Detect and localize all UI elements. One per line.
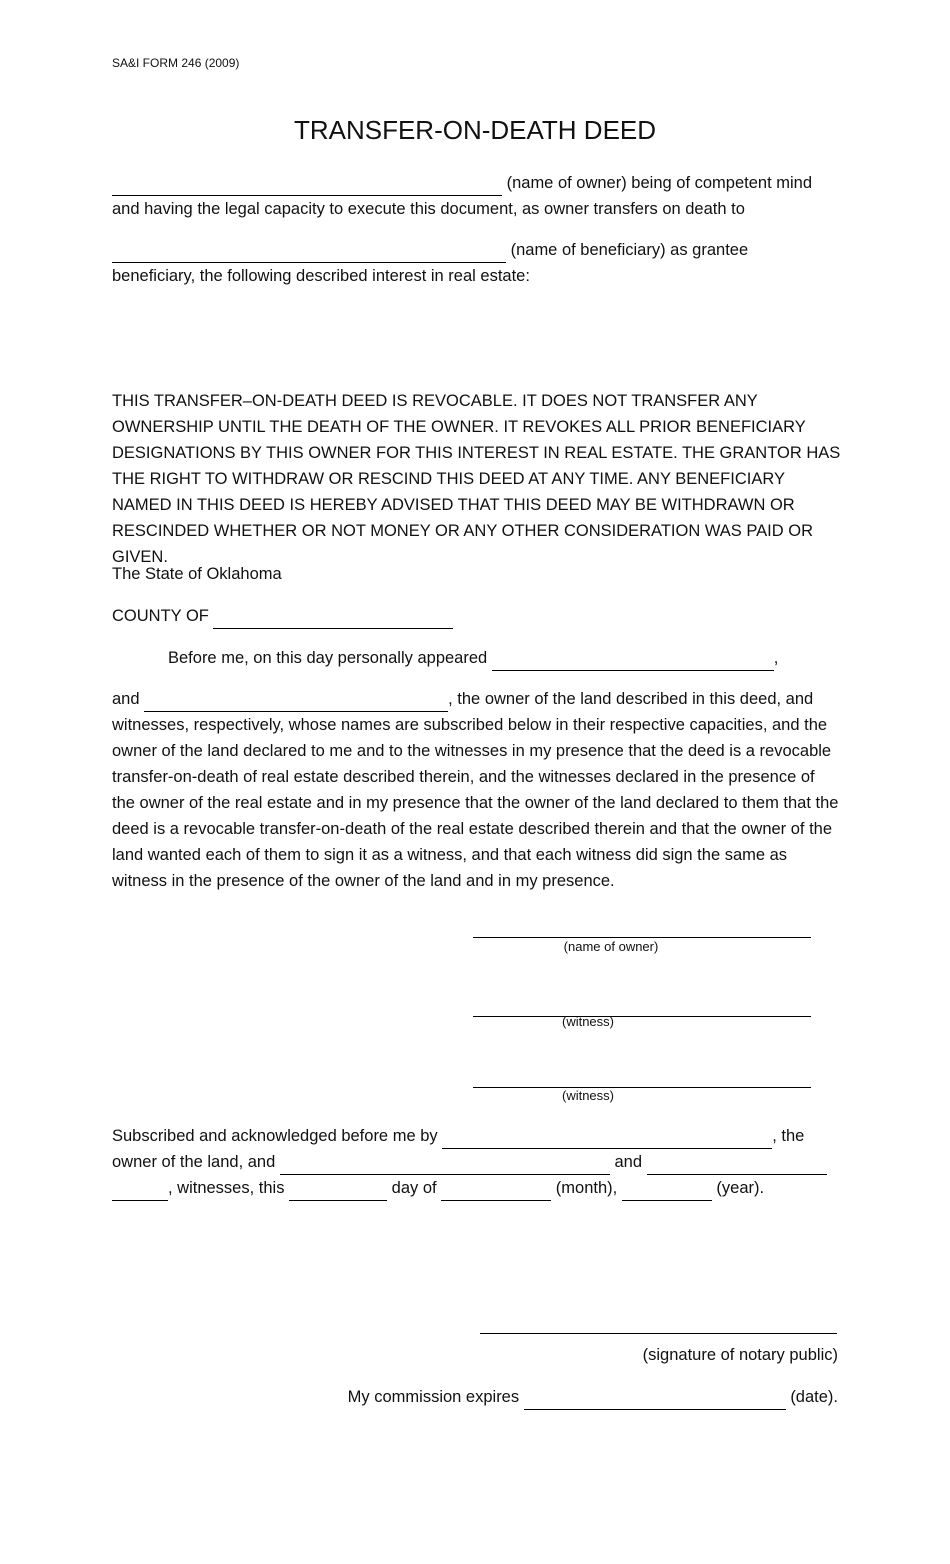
witness2-caption: (witness) xyxy=(561,1088,614,1103)
second-appeared-field[interactable] xyxy=(144,693,448,712)
appeared-label: Before me, on this day personally appeared xyxy=(168,649,488,667)
notary-caption: (signature of notary public) xyxy=(642,1346,838,1364)
day-of-label: day of xyxy=(391,1179,437,1197)
and-owner-line xyxy=(112,686,813,712)
acknowledgment-paragraph: witnesses, respectively, whose names are subscribed below in their respective capacities, and the owner of the land declared to me and to the witnesses in my presence that the deed is a revocable transfer-on-death of real estate described therein, and the witnesses declared in the presence of the owner of the real estate and in my presence that the owner of the land declared to them that the deed is a revocable transfer-on-death of the real estate described therein and that the owner of the land wanted each of them to sign it as a witness, and that each witness did sign the same as witness in the presence of the owner of the land and in my presence. xyxy=(112,716,839,890)
owner-clause: , the owner of the land described in this deed, and xyxy=(448,690,814,708)
appeared-name-field[interactable] xyxy=(492,652,774,671)
witnesses-this-label: , witnesses, this xyxy=(168,1179,285,1197)
state-label: The State of Oklahoma xyxy=(112,565,282,583)
owner-suffix: (name of owner) being of competent mind xyxy=(506,174,813,192)
commission-label: My commission expires xyxy=(347,1388,520,1406)
and-label: and xyxy=(112,690,140,708)
month-field[interactable] xyxy=(441,1182,551,1201)
capacity-line: and having the legal capacity to execute this document, as owner transfers on death to xyxy=(112,200,745,218)
year-field[interactable] xyxy=(622,1182,712,1201)
commission-line xyxy=(348,1384,838,1410)
owner-caption: (name of owner) xyxy=(563,939,659,954)
county-field[interactable] xyxy=(213,610,453,629)
page-title: TRANSFER-ON-DEATH DEED xyxy=(293,115,657,145)
beneficiary-line xyxy=(112,237,748,263)
year-label: (year). xyxy=(716,1179,765,1197)
appeared-line xyxy=(168,645,778,671)
beneficiary-suffix: (name of beneficiary) as grantee xyxy=(510,241,749,259)
date-suffix: (date). xyxy=(790,1388,838,1406)
witness1-name-field[interactable] xyxy=(280,1156,610,1175)
owner-name-field[interactable] xyxy=(112,177,502,196)
subscribed-owner-field[interactable] xyxy=(442,1130,772,1149)
subscribed-line1 xyxy=(112,1123,804,1149)
interest-line: beneficiary, the following described interest in real estate: xyxy=(112,267,530,285)
revocable-notice: THIS TRANSFER–ON-DEATH DEED IS REVOCABLE. IT DOES NOT TRANSFER ANY OWNERSHIP UNTIL THE DEATH OF THE OWNER. IT REVOKES ALL PRIOR BENEFICIARY DESIGNATIONS BY THIS OWNER FOR THIS INTEREST IN REAL ESTATE. THE GRANTOR HAS THE RIGHT TO WITHDRAW OR RESCIND THIS DEED AT ANY TIME. ANY BENEFICIARY NAMED IN THIS DEED IS HEREBY ADVISED THAT THIS DEED MAY BE WITHDRAWN OR RESCINDED WHETHER OR NOT MONEY OR ANY OTHER CONSIDERATION WAS PAID OR GIVEN. xyxy=(112,392,841,566)
notary-signature-line[interactable] xyxy=(480,1333,837,1334)
owner-signature-line[interactable] xyxy=(473,937,811,938)
owner-and-label: owner of the land, and xyxy=(112,1153,276,1171)
beneficiary-name-field[interactable] xyxy=(112,244,506,263)
owner-line xyxy=(112,170,812,196)
county-line xyxy=(112,603,453,629)
subscribed-line3 xyxy=(112,1175,764,1201)
subscribed-label: Subscribed and acknowledged before me by xyxy=(112,1127,438,1145)
and-label-2: and xyxy=(614,1153,643,1171)
witness1-caption: (witness) xyxy=(561,1014,614,1029)
subscribed-the: , the xyxy=(772,1127,805,1145)
appeared-comma: , xyxy=(773,649,779,667)
subscribed-line2 xyxy=(112,1149,827,1175)
month-label: (month), xyxy=(555,1179,618,1197)
witness2-name-field[interactable] xyxy=(647,1156,827,1175)
witness2-name-cont-field[interactable] xyxy=(112,1182,168,1201)
day-field[interactable] xyxy=(289,1182,387,1201)
county-label: COUNTY OF xyxy=(112,607,209,625)
commission-date-field[interactable] xyxy=(524,1391,786,1410)
form-id: SA&I FORM 246 (2009) xyxy=(112,56,240,70)
